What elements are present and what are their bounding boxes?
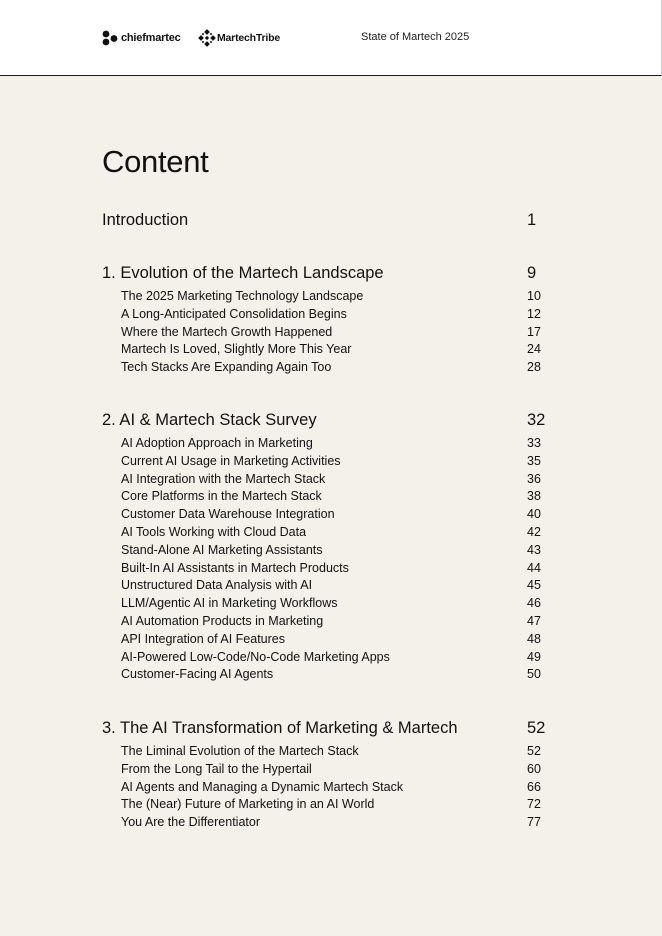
toc-item-page: 24 [527, 342, 541, 357]
toc-item-page: 35 [527, 453, 541, 468]
toc-item[interactable] [102, 779, 562, 795]
toc-item[interactable] [102, 506, 562, 522]
toc-item-page: 46 [527, 596, 541, 611]
toc-item[interactable] [102, 761, 562, 777]
toc-item-label: The 2025 Marketing Technology Landscape [121, 289, 364, 303]
toc-item-label: Core Platforms in the Martech Stack [121, 489, 322, 504]
toc-section-3[interactable] [102, 718, 562, 738]
page-title: Content [102, 144, 209, 179]
toc-item-page: 77 [527, 815, 541, 830]
toc-item-page: 10 [527, 289, 541, 303]
martechtribe-wordmark: MartechTribe [217, 32, 280, 44]
toc-item[interactable] [102, 743, 562, 759]
toc-item[interactable] [102, 796, 562, 812]
toc-item-label: Where the Martech Growth Happened [121, 324, 333, 339]
toc-item-label: Current AI Usage in Marketing Activities [121, 453, 341, 468]
toc-section-2[interactable] [102, 410, 562, 430]
toc-item-page: 42 [527, 525, 541, 539]
toc-item[interactable] [102, 814, 562, 830]
toc-item[interactable] [102, 595, 562, 611]
toc-section-page: 32 [527, 411, 546, 429]
toc-item-label: AI-Powered Low-Code/No-Code Marketing Apps [121, 649, 390, 664]
martechtribe-mark-icon [198, 29, 216, 47]
toc-item[interactable] [102, 542, 562, 558]
document-title: State of Martech 2025 [361, 31, 470, 43]
chiefmartec-logo [102, 30, 181, 46]
toc-item-label: AI Automation Products in Marketing [121, 614, 324, 628]
toc-item[interactable] [102, 649, 562, 665]
toc-item[interactable] [102, 666, 562, 682]
toc-item-label: API Integration of AI Features [121, 631, 285, 646]
toc-item-page: 28 [527, 360, 541, 375]
toc-item[interactable] [102, 288, 562, 304]
toc-item-label: AI Tools Working with Cloud Data [121, 525, 307, 539]
toc-item[interactable] [102, 359, 562, 375]
toc-item-label: Martech Is Loved, Slightly More This Year [121, 342, 352, 357]
toc-item-label: The Liminal Evolution of the Martech Stack [121, 744, 359, 758]
toc-item-page: 45 [527, 578, 541, 593]
toc-item-label: Stand-Alone AI Marketing Assistants [121, 542, 323, 557]
toc-section-label: 1. Evolution of the Martech Landscape [102, 264, 384, 282]
toc-item-page: 47 [527, 614, 541, 628]
toc-section-1[interactable] [102, 263, 562, 283]
toc-item[interactable] [102, 560, 562, 576]
toc-item-page: 38 [527, 489, 541, 504]
toc-item[interactable] [102, 524, 562, 540]
toc-item-label: AI Agents and Managing a Dynamic Martech Stack [121, 779, 404, 794]
toc-item-label: AI Integration with the Martech Stack [121, 471, 326, 486]
toc-item-page: 12 [527, 306, 541, 321]
toc-item-label: Tech Stacks Are Expanding Again Too [121, 360, 332, 375]
toc-item-page: 43 [527, 542, 541, 557]
toc-item-page: 17 [527, 324, 541, 339]
toc-item-page: 33 [527, 436, 541, 450]
toc-entry-introduction[interactable] [102, 210, 562, 230]
toc-item-label: From the Long Tail to the Hypertail [121, 761, 312, 776]
toc-item-page: 50 [527, 667, 541, 682]
toc-section-page: 52 [527, 719, 546, 737]
toc-item-page: 60 [527, 761, 541, 776]
toc-item-label: The (Near) Future of Marketing in an AI World [121, 797, 375, 812]
toc-item[interactable] [102, 324, 562, 340]
toc-entry-label: Introduction [102, 211, 189, 229]
toc-item-page: 49 [527, 649, 541, 664]
toc-item-page: 48 [527, 631, 541, 646]
toc-item[interactable] [102, 577, 562, 593]
toc-item[interactable] [102, 613, 562, 629]
toc-item-label: You Are the Differentiator [121, 815, 260, 830]
toc-item-page: 72 [527, 797, 541, 812]
toc-item[interactable] [102, 341, 562, 357]
martechtribe-logo [198, 29, 280, 47]
toc-item-page: 36 [527, 471, 541, 486]
toc-item-page: 40 [527, 507, 541, 522]
chiefmartec-wordmark: chiefmartec [121, 32, 181, 44]
toc-section-page: 9 [527, 264, 537, 282]
toc-item-page: 52 [527, 744, 541, 758]
toc-section-label: 2. AI & Martech Stack Survey [102, 411, 317, 429]
page-header [0, 0, 662, 76]
toc-item-page: 44 [527, 560, 541, 575]
toc-item-label: Customer-Facing AI Agents [121, 667, 274, 682]
toc-item-label: LLM/Agentic AI in Marketing Workflows [121, 596, 338, 611]
toc-item[interactable] [102, 471, 562, 487]
toc-item[interactable] [102, 435, 562, 451]
toc-item-page: 66 [527, 779, 541, 794]
toc-item[interactable] [102, 306, 562, 322]
toc-item-label: A Long-Anticipated Consolidation Begins [121, 306, 347, 321]
toc-item[interactable] [102, 631, 562, 647]
chiefmartec-mark-icon [102, 30, 118, 46]
toc-entry-page: 1 [527, 211, 537, 229]
toc-item[interactable] [102, 453, 562, 469]
toc-item[interactable] [102, 488, 562, 504]
toc-item-label: Unstructured Data Analysis with AI [121, 578, 313, 593]
toc-item-label: AI Adoption Approach in Marketing [121, 436, 313, 450]
toc-item-label: Customer Data Warehouse Integration [121, 507, 335, 522]
toc-section-label: 3. The AI Transformation of Marketing & Martech [102, 719, 458, 737]
toc-item-label: Built-In AI Assistants in Martech Products [121, 560, 349, 575]
